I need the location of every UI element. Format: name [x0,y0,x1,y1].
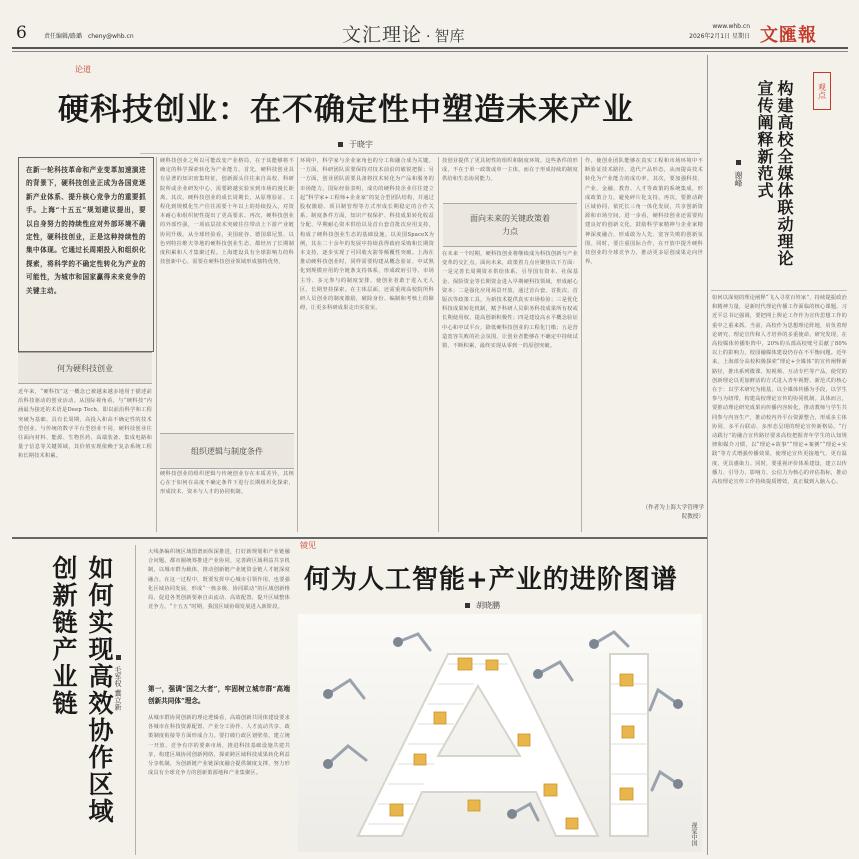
author-marker-2 [736,160,741,165]
ai-illustration-svg [298,614,702,852]
article3-body-a: 大线条编织统区域图谱而纵深推进，打好新规划和产业链融合问题。都市圈统筹推进产业协同，完善跨区域利益共享机制，以城市群为载体，推动创新链产业链资金链人才链深度融合。在这一过程中，既要发挥中心城市引领作用，也要强化区域协同发展，形成“一核多极、协同联动”的区域创新格局，促进各类创新要素自由流动、高效配置，提升区域整体竞争力。“十五五”时期，我国区域协调发展进入新阶段。 [148,549,290,611]
article1-author-box [338,139,373,150]
weekday: 星期日 [731,33,750,40]
section-sub: 智库 [434,27,465,45]
article3-point: 第一，强调“国之大者”，牢固树立城市群“高端创新共同体”理念。 [148,685,290,705]
article1-body-col4a: 技创业提供了更具韧性的组织和制度环境。这些条件的形成，不在于单一政策或单一主体，而在于形成持续的制度供给和生态协同能力。 [442,158,578,183]
subhead-2-box [160,433,294,469]
author-marker [338,142,343,147]
article2-author-box [733,160,744,187]
subhead-2: 组织逻辑与制度条件 [191,446,263,456]
editor-credit [44,31,134,40]
article1-body-col4b: 在未来一个时期，硬科技创业将继续成为科技创新与产业变革的交汇点。面向未来，政策着力点应聚焦以下方面：一是完善长周期资本供给体系，引导国有资本、社保基金、保险资金等长期资金进入早期硬科技领域，形成耐心资本；二是强化应用场景开放，通过首台套、首批次、首版次等政策工具，为新技术提供真实市场检验；三是优化科技成果转化机制，赋予科研人员职务科技成果所有权或长期使用权，提高创新积极性；四是建设高水平概念验证中心和中试平台，降低硬科技创业的工程化门槛；五是营造宽容失败的社会氛围，让创业者能够在不确定中持续试错、不断积累，最终实现从零到一的原创突破。 [442,251,578,350]
col-divider-1 [156,157,157,532]
newspaper-logo: 文匯報 [760,25,817,46]
col-divider-2 [297,157,298,532]
subhead-3-box [443,203,577,247]
article1-title: 硬科技创业：在不确定性中塑造未来产业 [58,92,634,128]
article3-author: 毛军权 冀立新 [114,666,122,711]
header-meta [640,22,750,42]
page-number: 6 [16,23,27,43]
article1-tag: 论道 [75,65,91,74]
article2-author: 谢峰 [734,171,743,187]
col-divider-3 [438,157,439,532]
editor-name: 责任编辑/路璐 [44,33,83,40]
article4-tag: 镜见 [300,541,316,550]
article2-tag: 观点 [817,83,827,99]
article4-title: 何为人工智能+产业的进阶图谱 [304,565,678,595]
article1-body-col2b: 硬科技创业的组织逻辑与传统创业存在本质差异，其核心在于如何在高度不确定条件下进行长期组织化探索，形成技术、资本与人才的协同机制。 [160,471,294,496]
article1-lead-box [18,157,154,352]
header-rule-thin [12,51,848,52]
article2-title: 构建高校全媒体联动理论宣传阐释新范式 [755,80,794,267]
article4-author: 胡晓鹏 [476,601,500,610]
article1-lead: 在新一轮科技革命和产业变革加速演进的背景下，硬科技创业正成为各国竞逐新产业体系、提升核心竞争力的重要抓手。上海“十五五”规划建议提出，要以自身努力的持续性应对外部环境不确定性，硬科技创业，正是这种持续性的集中体现。它通过长周期投入和组织化探索，将科学的不确定性转化为产业的可能性，为城市和国家赢得未来竞争的关键主动。 [26,166,146,295]
article1-body-col5: 作，使创业团队能够在真实工程和市场环境中不断验证技术路径、迭代产品形态，从而提高技术转化为产业能力的成功率。其次，要加强科技、产业、金融、教育、人才等政策的系统集成，形成政策合力，避免碎片化支持。再次，要推动跨区域协同，依托长三角一体化发展，共享创新资源和市场空间。进一步看，硬科技创业还需要构建良好的创新文化，鼓励科学家精神与企业家精神深度融合，形成敢为人先、宽容失败的创新氛围。同时，要注重国际合作，在开放中提升硬科技创业的全球竞争力，推动更多原创成果走向世界。 [585,158,703,266]
col-divider-right [707,55,708,855]
article1-body-col3: 环境中，科学家与企业家角色的分工和融合成为关键。一方面，科研团队需要保持对技术前沿的敏锐把握；另一方面，创业团队需要具备将技术转化为产品和服务的市场能力。国际经验表明，成功的硬科技企业往往建立起“科学家+工程师+企业家”的复合型团队结构，并通过股权激励、项目制管理等方式形成长期稳定的合作关系。制度条件方面，知识产权保护、科技成果转化收益分配、早期耐心资本供给以及首台套首批次应用支持，构成了硬科技创业生态的基础设施。以美国SpaceX为例，其在二十余年的发展中持续获得政府采购和长期资本支持，逐步实现了可回收火箭等颠覆性突破。上海在推动硬科技创业时，同样需要构建从概念验证、中试熟化到规模应用的全链条支持体系，形成政府引导、市场主导、多元参与的制度安排，使创业者敢于进入无人区、长期坚持探索。在主体层面，还需重视高校院所科研人员创业的制度激励，破除身份、编制和考核上的障碍，让更多科研成果走出实验室。 [300,158,434,312]
article1-body-col1: 近年来，“硬科技”这一概念已被越来越多地用于描述前沿科技驱动的创业活动。从国际视角看，与“硬科技”内涵最为接近的术语是Deep Tech，即以前沿科学和工程突破为基础、具有长周期、高投入和高不确定性的技术型创业。与传统的数字平台型创业不同，硬科技创业往往面向材料、能源、生物医药、高端装备、集成电路和量子信息等关键领域，其价值实现依赖于复杂系统工程和长期技术积累。 [18,389,152,460]
editor-email: cheny@whb.cn [87,33,134,40]
article3-author-box [113,655,123,710]
subhead-3: 面向未来的关键政策着力点 [470,214,550,236]
subhead-1-box [18,352,152,384]
website: www.whb.cn [712,23,750,30]
ai-industry-illustration [298,614,702,852]
author-marker-4 [465,603,470,608]
article2-rule [711,290,847,291]
author-marker-3 [116,655,121,660]
article3-body-b: 从城市群协同创新的理论逻辑看，高端创新共同体建设要求各城市在科技资源配置、产业分工协作、人才流动共享、政策制度衔接等方面形成合力。要打破行政区划壁垒，建立统一开放、竞争有序的要素市场，推进科技基础设施共建共享，构建区域协同创新网络，探索跨区域科技成果转化利益分享机制，为创新链产业链深度融合提供制度支撑，努力形成具有全球竞争力的创新策源地和产业集聚区。 [148,715,290,777]
header-rule [12,47,848,49]
article2-body: 如何以深刻的理论阐释“飞入寻常百姓家”，持续提振政治和精神力量，是新时代理论传播工作面临的核心课题。习近平总书记强调，要把网上舆论工作作为宣传思想工作的重中之重来抓。当前，高校作为思想理论阵地，肩负着理论研究、理论宣传和人才培养的多重使命。研究发现，在高校媒体传播矩阵中，20%的头部高校账号贡献了80%以上的影响力，校园融媒体建设仍存在不平衡问题。近年来，上海部分高校积极探索“理论+全媒体”的宣传阐释新路径，推出系列微课、短视频、互动专栏等产品，使党的创新理论以更加鲜活的方式进入青年视野。新范式的核心在于：以学术研究为根基，以全媒体传播为手段，以学生参与为纽带，构建高校理论宣传的协同机制。具体而言，要推动理论研究成果向传播内容转化，推动教师与学生共同参与内容生产，推动校内外平台资源整合，形成多主体协同、多平台联动、多形态呈现的理论宣传新格局。“行动践行”的融合宣传路径要求高校把握青年学生的认知规律和媒介习惯，以“理论+故事”“理论+案例”“理论+实践”等方式增强传播效果，使理论宣传更接地气、更有温度、更具感染力。同时，要重视评价体系建设，建立以传播力、引导力、影响力、公信力为核心的评估指标，推动高校理论宣传工作持续提质增效，真正做到入脑入心。 [712,295,847,486]
article3-title: 如何实现高效协作区域创新链产业链 [49,555,114,825]
article4-author-box [465,600,500,611]
mid-rule [12,537,707,539]
section-header [342,20,464,47]
subhead-1: 何为硬科技创业 [57,363,113,373]
article1-author: 于晓宇 [349,140,373,149]
article1-body-col2: 硬科技创业之所以可能改变产业格局，在于其能够将不确定的科学探索转化为产业能力。首先，硬科技创业具有显著的知识密集特征，创新源头往往来自高校、科研院所或企业研发中心，需要跨越实验室到市场的漫长距离。其次，硬科技创业的成长周期长，从原理验证、工程化到规模化生产往往需要十年以上的持续投入，对资本耐心和组织韧性提出了更高要求。再次，硬科技创业的外部性强，一项底层技术突破往往带动上下游产业链协同升级。从全球经验看，美国硅谷、德国慕尼黑、以色列特拉维夫等地的硬科技创业生态，都经历了长期制度积累和人才集聚过程。上海建设具有全球影响力的科技创新中心，需要在硬科技创业领域形成独特优势。 [160,158,294,266]
article2-tag-box [813,72,831,110]
article1-footnote: （作者为上海大学管理学院教授） [642,505,704,520]
photo-credit: 视觉中国 [690,822,697,846]
section-title: 文汇理论 [342,24,423,46]
title-rule [140,153,700,154]
col-divider-a3 [135,545,136,855]
col-divider-4 [581,157,582,532]
section-dot: · [426,29,431,45]
date: 2026年2月1日 [689,33,731,40]
